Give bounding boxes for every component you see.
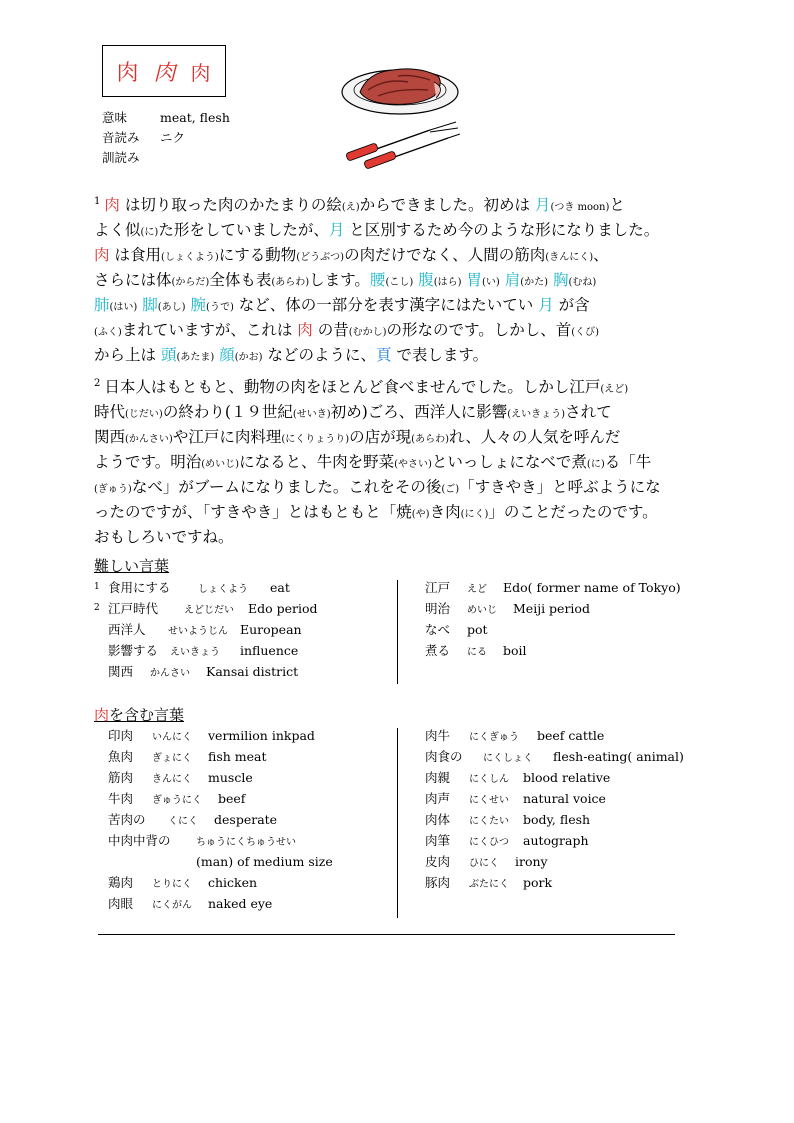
- list-item: 江戸 えど Edo( former name of Tokyo): [425, 580, 681, 595]
- paragraph-2: $^2$ 日本人はもともと、動物の肉をほとんど食べませんでした。しかし江戸(えど) 時代(じだい)の終わり(１９世紀(せいき)初め)ごろ、西洋人に影響(えいきょう)されて 関西(かんさい)や江戸に肉料理(にくりょうり)の店が現(あらわ)れ、人々の人気を呼んだ ようです。明治(めいじ)になると、牛肉を野菜(やさい)といっしょになべで煮(に)る「牛 (ぎゅう)なべ」がブームになりました。これをその後(ご)「すきやき」と呼ぶようにな ったのですが、「すきやき」とはもともと「焼(や)き肉(にく)」のことだったのです。 おもしろいですね。: [94, 378, 661, 547]
- kanji-words-left: [108, 725, 398, 914]
- difficult-words-title: 難しい言葉: [94, 557, 170, 575]
- info-row-onyomi: 音読み ニク: [102, 130, 186, 145]
- words-with-kanji-title: 肉を含む言葉: [94, 706, 185, 724]
- info-row-meaning: 意味 meat, flesh: [102, 110, 230, 125]
- kanji-info: [102, 108, 230, 168]
- list-item: 肉親 にくしん blood relative: [425, 770, 611, 785]
- list-item: 皮肉 ひにく irony: [425, 854, 548, 869]
- kanji-form-2: 肉: [153, 60, 176, 86]
- list-item: 魚肉 ぎょにく fish meat: [108, 749, 267, 764]
- paragraph-number: 2: [94, 378, 101, 389]
- list-item: なべ pot: [425, 622, 488, 637]
- meat-plate-illustration: [338, 62, 468, 170]
- column-divider: [397, 580, 398, 684]
- list-item: (man) of medium size: [196, 854, 333, 869]
- list-item: 西洋人 せいようじん European: [108, 622, 302, 637]
- list-item: 苦肉の くにく desperate: [108, 812, 278, 827]
- list-item: 肉声 にくせい natural voice: [425, 791, 606, 806]
- info-row-kunyomi: 訓読み: [102, 150, 140, 165]
- difficult-words-left: [94, 577, 394, 682]
- kanji-form-3: 肉: [190, 60, 212, 85]
- list-item: 関西 かんさい Kansai district: [108, 664, 299, 679]
- list-item: 肉食の にくしょく flesh-eating( animal): [425, 749, 684, 764]
- difficult-words-right: [425, 577, 725, 661]
- kanji-words-right: [425, 725, 725, 893]
- list-item: 影響する えいきょう influence: [108, 643, 299, 658]
- list-item: 肉牛 にくぎゅう beef cattle: [425, 728, 605, 743]
- kanji-form-1: 肉: [116, 60, 139, 86]
- list-item: 印肉 いんにく vermilion inkpad: [108, 728, 315, 743]
- list-item: 筋肉 きんにく muscle: [108, 770, 253, 785]
- list-item: 肉眼 にくがん naked eye: [108, 896, 273, 911]
- list-item: 肉体 にくたい body, flesh: [425, 812, 591, 827]
- list-item: 肉筆 にくひつ autograph: [425, 833, 589, 848]
- list-item: 牛肉 ぎゅうにく beef: [108, 791, 246, 806]
- list-item: 煮る にる boil: [425, 643, 527, 658]
- list-item: 1 食用にする しょくよう eat: [94, 580, 290, 595]
- column-divider: [397, 728, 398, 918]
- paragraph-1: $^1$ 肉 は切り取った肉のかたまりの絵(え)からできました。初めは 月(つき moon)と よく似(に)た形をしていましたが、月 と区別するため今のような形になりました。 肉 は食用(しょくよう)にする動物(どうぶつ)の肉だけでなく、人間の筋肉(きんにく)、 さらには体(からだ)全体も表(あらわ)します。腰(こし) 腹(はら) 胃(い) 肩(かた) 胸(むね) 肺(はい) 脚(あし) 腕(うで) など、体の一部分を表す漢字にはたいてい 月 が含 (ふく)まれていますが、これは 肉 の昔(むかし)の形なのです。しかし、首(くび) から上は 頭(あたま) 顔(かお) などのように、頁 で表します。: [94, 196, 660, 365]
- paragraph-number: 1: [94, 196, 101, 207]
- bottom-rule: [98, 934, 675, 935]
- list-item: 2 江戸時代 えどじだい Edo period: [94, 601, 318, 616]
- list-item: 豚肉 ぶたにく pork: [425, 875, 553, 890]
- list-item: 鶏肉 とりにく chicken: [108, 875, 258, 890]
- list-item: 明治 めいじ Meiji period: [425, 601, 590, 616]
- list-item: 中肉中背の ちゅうにくちゅうせい: [108, 833, 296, 848]
- kanji-display-box: [102, 45, 226, 97]
